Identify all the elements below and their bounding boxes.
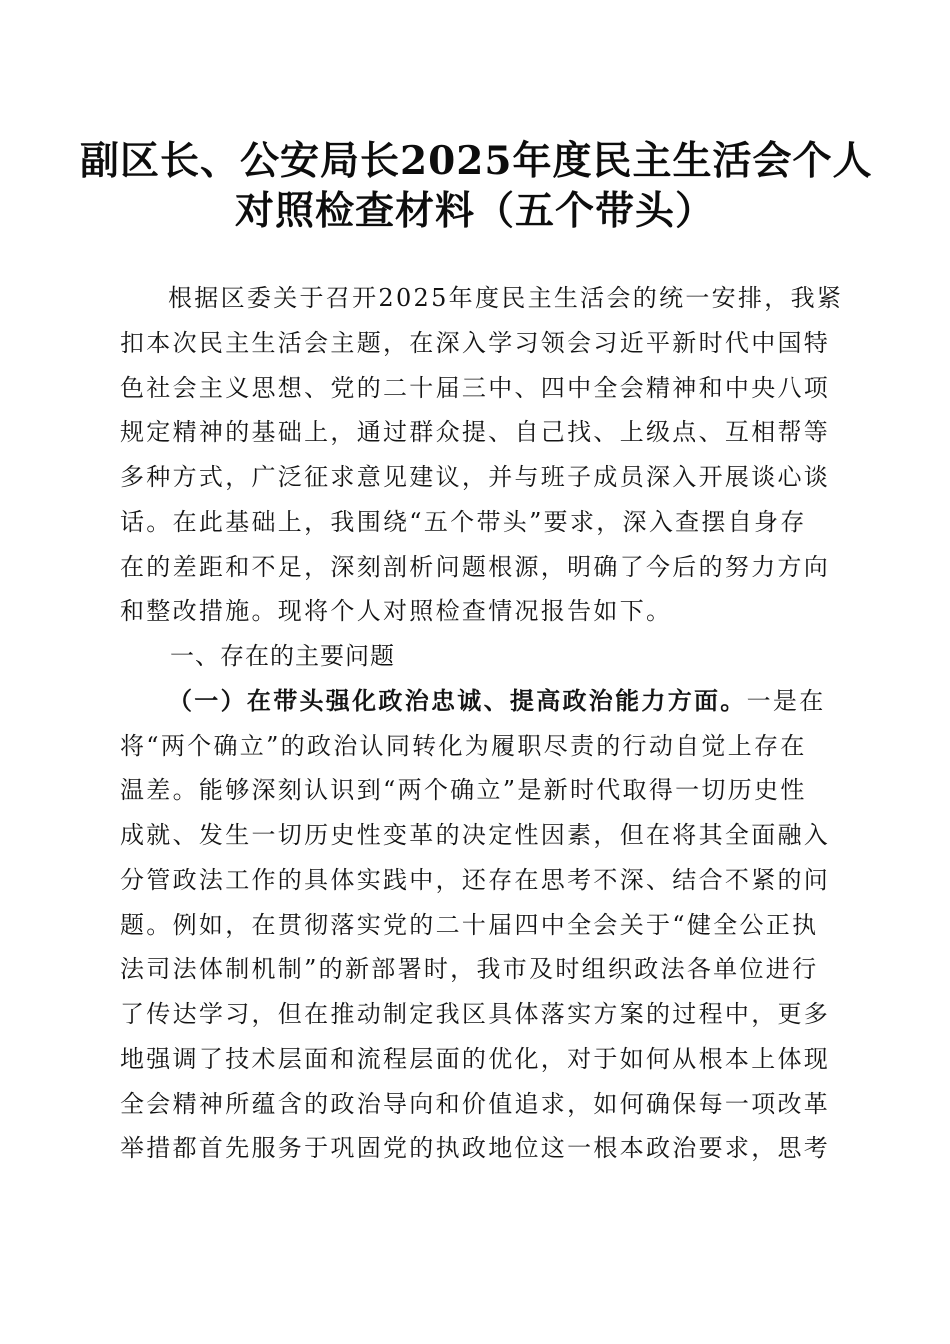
subsection-line: 举措都首先服务于巩固党的执政地位这一根本政治要求，思考 (120, 1134, 831, 1163)
subsection-line: 了传达学习，但在推动制定我区具体落实方案的过程中，更多 (120, 1000, 831, 1028)
title-line-2: 对照检查材料（五个带头） (234, 188, 715, 234)
document-body (120, 276, 844, 1171)
intro-line: 话。在此基础上，我围绕“五个带头”要求，深入查摆自身存 (120, 507, 807, 536)
title-line-1: 副区长、公安局长2025年度民主生活会个人 (80, 138, 873, 184)
intro-line: 色社会主义思想、党的二十届三中、四中全会精神和中央八项 (120, 373, 831, 402)
subsection-heading: （一）在带头强化政治忠诚、提高政治能力方面。 (168, 686, 747, 715)
document-title (80, 136, 873, 236)
subsection-line: 题。例如，在贯彻落实党的二十届四中全会关于“健全公正执 (120, 910, 819, 939)
intro-line: 多种方式，广泛征求意见建议，并与班子成员深入开展谈心谈 (120, 463, 831, 491)
intro-line: 和整改措施。现将个人对照检查情况报告如下。 (120, 597, 673, 626)
intro-line: 在的差距和不足，深刻剖析问题根源，明确了今后的努力方向 (120, 552, 831, 581)
subsection-line: 温差。能够深刻认识到“两个确立”是新时代取得一切历史性 (120, 776, 807, 805)
subsection-line: 将“两个确立”的政治认同转化为履职尽责的行动自觉上存在 (120, 731, 807, 760)
subsection-line: 分管政法工作的具体实践中，还存在思考不深、结合不紧的问 (120, 865, 831, 894)
intro-paragraph (120, 276, 844, 634)
subsection-line: 地强调了技术层面和流程层面的优化，对于如何从根本上体现 (120, 1044, 831, 1073)
subsection-first-line (120, 679, 830, 724)
intro-line: 扣本次民主生活会主题，在深入学习领会习近平新时代中国特 (120, 328, 831, 357)
subsection-line: 全会精神所蕴含的政治导向和价值追求，如何确保每一项改革 (120, 1089, 831, 1118)
subsection-line: 成就、发生一切历史性变革的决定性因素，但在将其全面融入 (120, 821, 831, 849)
intro-line: 根据区委关于召开2025年度民主生活会的统一安排，我紧 (168, 284, 844, 312)
subsection-paragraph (120, 679, 830, 1171)
subsection-first-line-rest: 一是在 (746, 686, 826, 715)
subsection-line: 法司法体制机制”的新部署时，我市及时组织政法各单位进行 (120, 955, 819, 984)
intro-line: 规定精神的基础上，通过群众提、自己找、上级点、互相帮等 (120, 418, 831, 447)
section-heading: 一、存在的主要问题 (170, 642, 395, 670)
